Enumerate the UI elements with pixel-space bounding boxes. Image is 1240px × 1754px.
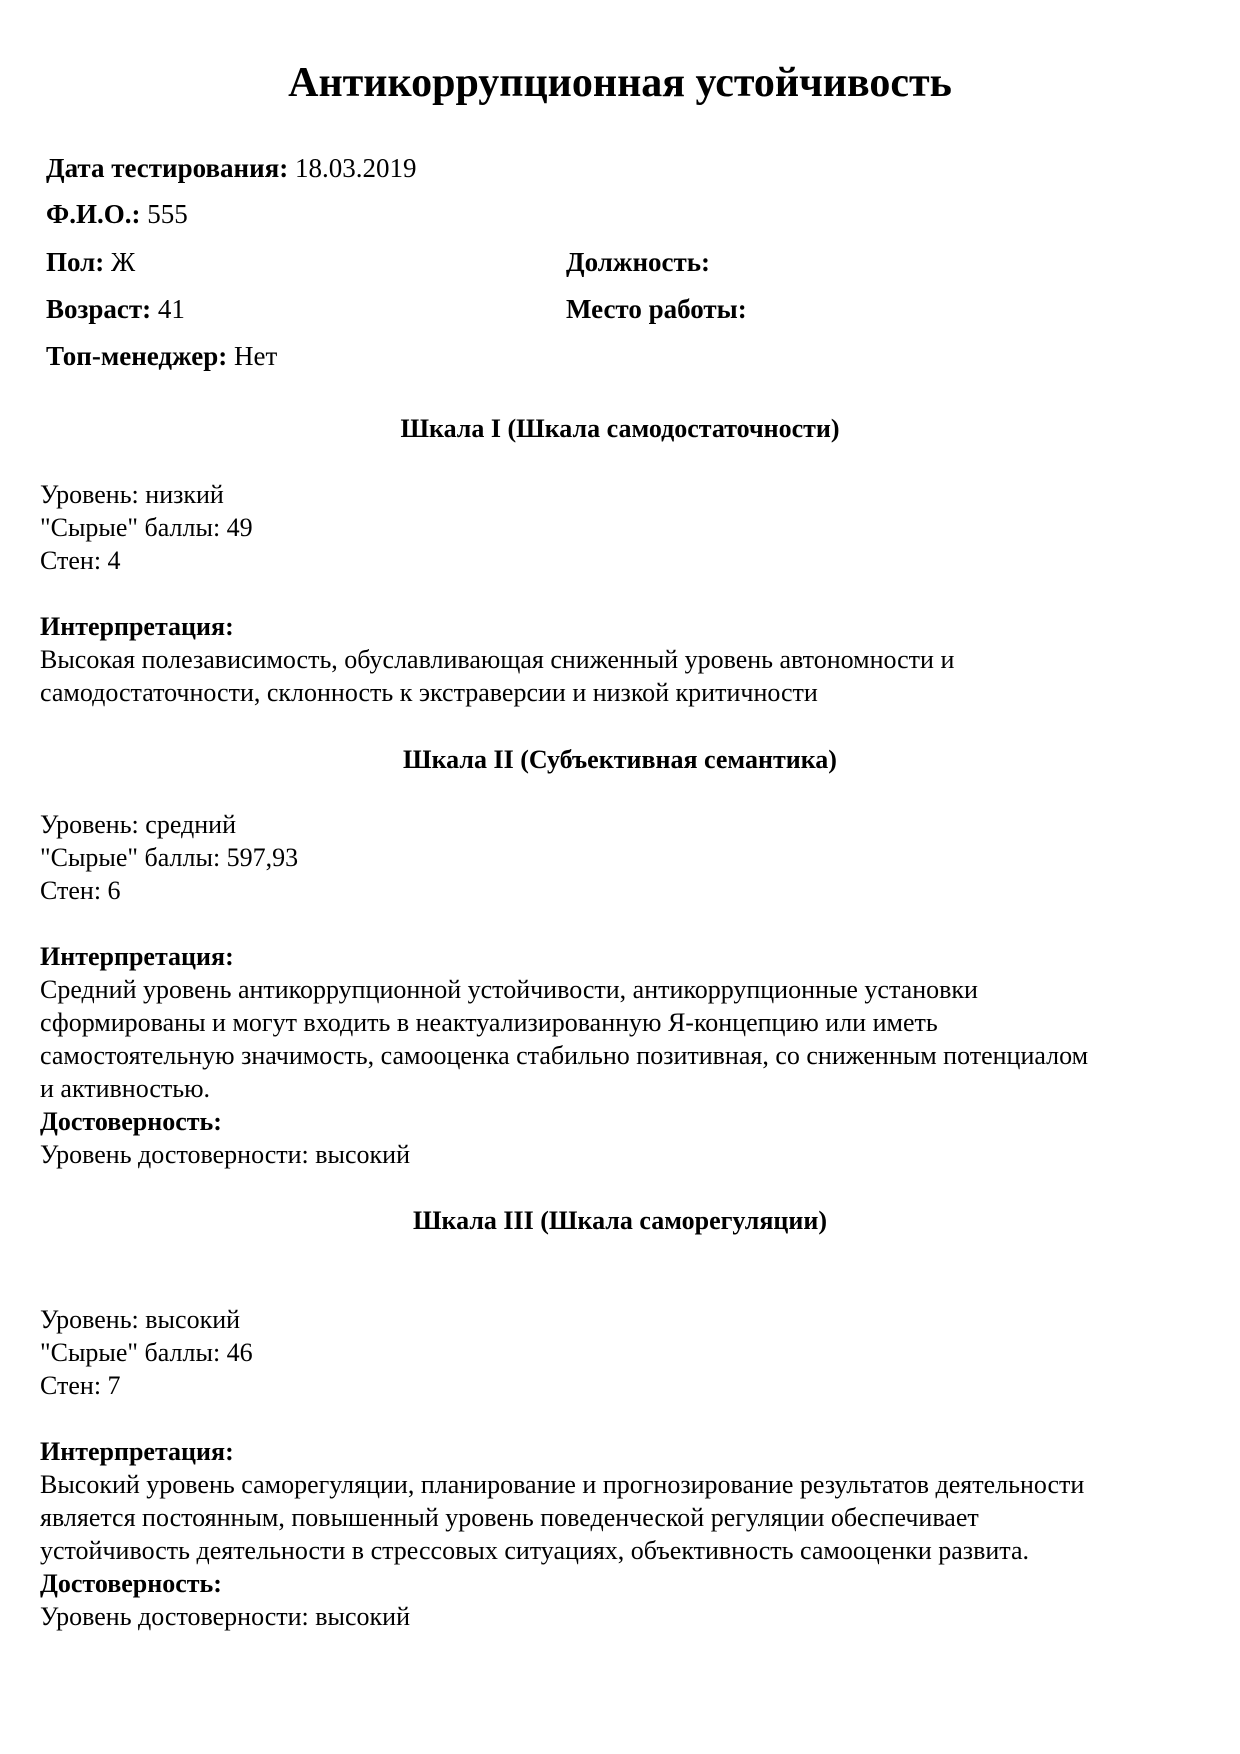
gender-label: Пол: [46, 247, 105, 277]
scale-2-reliability-label: Достоверность: [40, 1107, 222, 1136]
scale-3-interpretation [40, 1435, 1210, 1633]
scale-1-title: Шкала I (Шкала самодостаточности) [400, 414, 840, 443]
scale-3-interpretation-line: устойчивость деятельности в стрессовых ситуациях, объективность самооценки развита. [40, 1536, 1029, 1565]
scale-3-interpretation-line: Высокий уровень саморегуляции, планирование и прогнозирование результатов деятельности [40, 1470, 1085, 1499]
scale-2-level: Уровень: средний [40, 810, 236, 839]
page-title: Антикоррупционная устойчивость [288, 60, 952, 106]
scale-1-results [40, 478, 1210, 577]
scale-1-interpretation-line: Высокая полезависимость, обуславливающая сниженный уровень автономности и [40, 645, 955, 674]
scale-1-sten: Стен: 4 [40, 546, 121, 575]
scale-1-raw-score: "Сырые" баллы: 49 [40, 513, 253, 542]
scale-2-interpretation-line: самостоятельную значимость, самооценка стабильно позитивная, со сниженным потенциалом [40, 1041, 1089, 1070]
scale-2-interpretation-label: Интерпретация: [40, 942, 234, 971]
workplace-row [566, 292, 747, 326]
top-manager-label: Топ-менеджер: [46, 341, 228, 371]
scale-3-raw-score: "Сырые" баллы: 46 [40, 1338, 253, 1367]
top-manager-row [46, 339, 277, 373]
scale-3-reliability-label: Достоверность: [40, 1569, 222, 1598]
top-manager-value: Нет [234, 341, 278, 371]
scale-3-reliability-value: Уровень достоверности: высокий [40, 1602, 411, 1631]
scale-2-reliability-value: Уровень достоверности: высокий [40, 1140, 411, 1169]
scale-3-title: Шкала III (Шкала саморегуляции) [412, 1206, 828, 1235]
test-date-value: 18.03.2019 [295, 153, 417, 183]
scale-3-interpretation-line: является постоянным, повышенный уровень поведенческой регуляции обеспечивает [40, 1503, 979, 1532]
scale-3-sten: Стен: 7 [40, 1371, 121, 1400]
fio-row [46, 197, 188, 231]
age-value: 41 [157, 294, 185, 324]
scale-1-interpretation-line: самодостаточности, склонность к экстраверсии и низкой критичности [40, 678, 818, 707]
position-label: Должность: [566, 247, 711, 277]
scale-2-sten: Стен: 6 [40, 876, 121, 905]
scale-1-level: Уровень: низкий [40, 480, 224, 509]
workplace-label: Место работы: [566, 294, 747, 324]
scale-3-results [40, 1303, 1210, 1402]
age-label: Возраст: [46, 294, 152, 324]
scale-1-interpretation [40, 610, 1210, 709]
scale-1-interpretation-label: Интерпретация: [40, 612, 234, 641]
age-row [46, 292, 185, 326]
scale-2-interpretation [40, 940, 1210, 1171]
fio-label: Ф.И.О.: [46, 199, 141, 229]
fio-value: 555 [147, 199, 188, 229]
scale-3-interpretation-label: Интерпретация: [40, 1437, 234, 1466]
scale-2-results [40, 808, 1210, 907]
scale-2-title: Шкала II (Субъективная семантика) [403, 745, 837, 774]
scale-2-interpretation-line: Средний уровень антикоррупционной устойчивости, антикоррупционные установки [40, 975, 978, 1004]
gender-row [46, 245, 135, 279]
test-date-label: Дата тестирования: [46, 153, 289, 183]
scale-2-interpretation-line: сформированы и могут входить в неактуализированную Я-концепцию или иметь [40, 1008, 938, 1037]
test-date-row [46, 151, 417, 185]
scale-2-interpretation-line: и активностью. [40, 1074, 211, 1103]
gender-value: Ж [111, 247, 136, 277]
position-row [566, 245, 710, 279]
scale-2-raw-score: "Сырые" баллы: 597,93 [40, 843, 299, 872]
scale-3-level: Уровень: высокий [40, 1305, 241, 1334]
